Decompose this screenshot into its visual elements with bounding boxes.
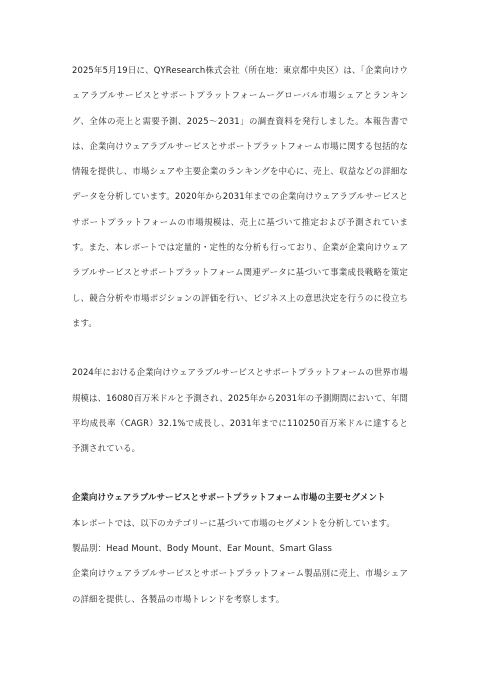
product-detail-paragraph: 企業向けウェアラブルサービスとサポートプラットフォーム製品別に売上、市場シェアの詳細を提供し、各製品の市場トレンドを考察します。 xyxy=(72,568,408,604)
product-segment-line: 製品別：Head Mount、Body Mount、Ear Mount、Smart Glass xyxy=(72,543,332,554)
section-intro-text: 本レポートでは、以下のカテゴリーに基づいて市場のセグメントを分析しています。 xyxy=(72,517,395,528)
intro-paragraph: 2025年5月19日に、QYResearch株式会社（所在地：東京都中央区）は、「企業向けウェアラブルサービスとサポートプラットフォームーグローバル市場シェアとランキング、全体の売上と需要予測、2025～2031」の調査資料を発行しました。本報告書では、企業向けウェアラブルサービスとサポートプラットフォーム市場に関する包括的な情報を提供し、市場シェアや主要企業のランキングを中心に、売上、収益などの詳細なデータを分析しています。2020年から2031年までの企業向けウェアラブルサービスとサポートプラットフォームの市場規模は、売上に基づいて推定および予測されています。また、本レポートでは定量的・定性的な分析も行っており、企業が企業向けウェアラブルサービスとサポートプラットフォーム関連データに基づいて事業成長戦略を策定し、競合分析や市場ポジションの評価を行い、ビジネス上の意思決定を行うのに役立ちます。 xyxy=(72,65,408,328)
document-page xyxy=(72,58,408,612)
section-heading: 企業向けウェアラブルサービスとサポートプラットフォーム市場の主要セグメント xyxy=(72,492,386,503)
market-size-paragraph: 2024年における企業向けウェアラブルサービスとサポートプラットフォームの世界市場規模は、16080百万米ドルと予測され、2025年から2031年の予測期間において、年間平均成長率（CAGR）32.1%で成長し、2031年までに110250百万米ドルに達すると予測されている。 xyxy=(72,367,408,454)
